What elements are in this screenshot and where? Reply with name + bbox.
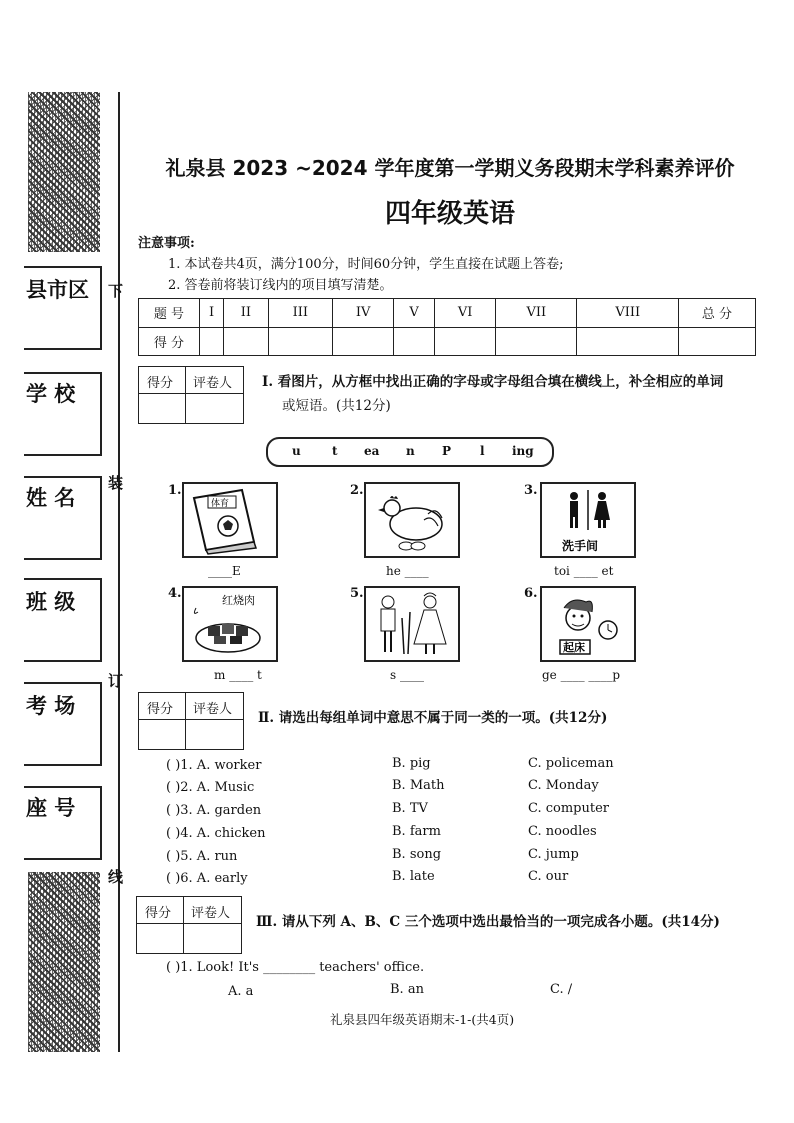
label-class: 班 级: [26, 590, 76, 614]
score-cell[interactable]: [333, 327, 394, 356]
pic-text-pe: 体育: [211, 499, 230, 509]
letter-option: ea: [364, 444, 380, 458]
pe-book-image: [182, 482, 278, 558]
barcode-strip-top: [28, 92, 100, 252]
grader-name-label: 评卷人: [191, 906, 231, 921]
score-col-5: V: [394, 299, 435, 328]
grader-name-label: 评卷人: [193, 702, 233, 717]
letter-option: l: [480, 444, 485, 458]
binding-char-xian: 线: [108, 868, 124, 886]
s2-q3-b[interactable]: B. TV: [392, 801, 428, 816]
score-col-3: III: [268, 299, 333, 328]
score-cell[interactable]: [200, 327, 224, 356]
answer-line-2[interactable]: he ____: [386, 564, 429, 578]
label-exam-room: 考 场: [26, 694, 76, 718]
s2-q6-c[interactable]: C. our: [528, 869, 569, 884]
score-cell[interactable]: [496, 327, 577, 356]
answer-line-3[interactable]: toi ____ et: [554, 564, 614, 578]
score-cell[interactable]: [679, 327, 756, 356]
score-col-7: VII: [496, 299, 577, 328]
label-district: 县市区: [26, 278, 89, 302]
meat-image: [182, 586, 278, 662]
s2-q4: ( )4. A. chicken: [166, 826, 266, 841]
s3-q1-a[interactable]: A. a: [228, 984, 254, 999]
s2-q1-b[interactable]: B. pig: [392, 756, 431, 771]
label-name: 姓 名: [26, 486, 76, 510]
pic-text-toilet: 洗手间: [562, 539, 599, 553]
s2-q5: ( )5. A. run: [166, 849, 238, 864]
page-title: 礼泉县 2023 ~2024 学年度第一学期义务段期末学科素养评价: [165, 156, 735, 180]
label-school: 学 校: [26, 382, 76, 406]
letter-option: P: [442, 444, 452, 458]
get-up-image: [540, 586, 636, 662]
grandparents-image: [364, 586, 460, 662]
pic-number: 6.: [524, 586, 538, 601]
page-subtitle: 四年级英语: [384, 199, 515, 229]
answer-line-4[interactable]: m ____ t: [214, 668, 262, 682]
grader-score-label: 得分: [147, 376, 174, 391]
binding-char-xia: 下: [108, 282, 124, 300]
score-cell[interactable]: [394, 327, 435, 356]
score-col-total: 总 分: [679, 299, 756, 328]
score-cell[interactable]: [435, 327, 496, 356]
s2-q4-b[interactable]: B. farm: [392, 824, 441, 839]
letter-option: n: [406, 444, 415, 458]
answer-line-5[interactable]: s ____: [390, 668, 424, 682]
score-col-2: II: [224, 299, 268, 328]
barcode-strip-bottom: [28, 872, 100, 1052]
s3-q1-b[interactable]: B. an: [390, 982, 424, 997]
pic-number: 4.: [168, 586, 182, 601]
section1-title-line2: 或短语。(共12分): [282, 398, 391, 414]
score-col-8: VIII: [577, 299, 679, 328]
s2-q6-b[interactable]: B. late: [392, 869, 435, 884]
pic-text-meat: 红烧肉: [222, 594, 255, 607]
grader-box-3: [136, 896, 242, 954]
score-table-header-label: 题 号: [139, 299, 200, 328]
s2-q5-c[interactable]: C. jump: [528, 847, 579, 862]
section2-title: Ⅱ. 请选出每组单词中意思不属于同一类的一项。(共12分): [258, 710, 608, 726]
s2-q3-c[interactable]: C. computer: [528, 801, 610, 816]
score-cell[interactable]: [268, 327, 333, 356]
s2-q1: ( )1. A. worker: [166, 758, 262, 773]
note-item-2: 2. 答卷前将装订线内的项目填写清楚。: [168, 278, 393, 293]
s2-q6: ( )6. A. early: [166, 871, 248, 886]
notes-heading: 注意事项:: [138, 236, 195, 251]
grader-score-label: 得分: [145, 906, 172, 921]
s3-q1-c[interactable]: C. /: [550, 982, 573, 997]
label-seat: 座 号: [26, 796, 76, 820]
answer-line-1[interactable]: ____E: [208, 564, 241, 578]
s2-q3: ( )3. A. garden: [166, 803, 262, 818]
score-col-1: I: [200, 299, 224, 328]
letter-option: t: [332, 444, 338, 458]
letter-option: ing: [512, 444, 534, 458]
letter-option: u: [292, 444, 301, 458]
s2-q2-b[interactable]: B. Math: [392, 778, 445, 793]
pic-number: 5.: [350, 586, 364, 601]
s2-q2-c[interactable]: C. Monday: [528, 778, 599, 793]
pic-number: 2.: [350, 483, 364, 498]
note-item-1: 1. 本试卷共4页，满分100分，时间60分钟，学生直接在试题上答卷;: [168, 257, 564, 272]
page-footer: 礼泉县四年级英语期末-1-(共4页): [330, 1012, 515, 1027]
score-cell[interactable]: [224, 327, 268, 356]
score-cell[interactable]: [577, 327, 679, 356]
grader-score-label: 得分: [147, 702, 174, 717]
score-col-4: IV: [333, 299, 394, 328]
s2-q5-b[interactable]: B. song: [392, 847, 442, 862]
letter-bank: [266, 437, 554, 467]
grader-name-label: 评卷人: [193, 376, 233, 391]
hen-image: [364, 482, 460, 558]
binding-char-ding: 订: [108, 672, 124, 690]
pic-number: 3.: [524, 483, 538, 498]
s3-q1: ( )1. Look! It's ________ teachers' office.: [166, 960, 425, 975]
pic-number: 1.: [168, 483, 182, 498]
section1-title: Ⅰ. 看图片，从方框中找出正确的字母或字母组合填在横线上，补全相应的单词: [262, 374, 724, 390]
answer-line-6[interactable]: ge ____ ____p: [542, 668, 621, 682]
score-col-6: VI: [435, 299, 496, 328]
s2-q4-c[interactable]: C. noodles: [528, 824, 597, 839]
s2-q2: ( )2. A. Music: [166, 780, 255, 795]
grader-box-1: [138, 366, 244, 424]
section3-title: Ⅲ. 请从下列 A、B、C 三个选项中选出最恰当的一项完成各小题。(共14分): [256, 914, 720, 930]
binding-char-zhuang: 装: [108, 474, 124, 492]
score-table: [138, 298, 756, 356]
s2-q1-c[interactable]: C. policeman: [528, 756, 614, 771]
pic-text-getup: 起床: [563, 641, 585, 654]
score-table-score-label: 得 分: [139, 327, 200, 356]
grader-box-2: [138, 692, 244, 750]
binding-line: [118, 92, 120, 1052]
toilet-image: [540, 482, 636, 558]
